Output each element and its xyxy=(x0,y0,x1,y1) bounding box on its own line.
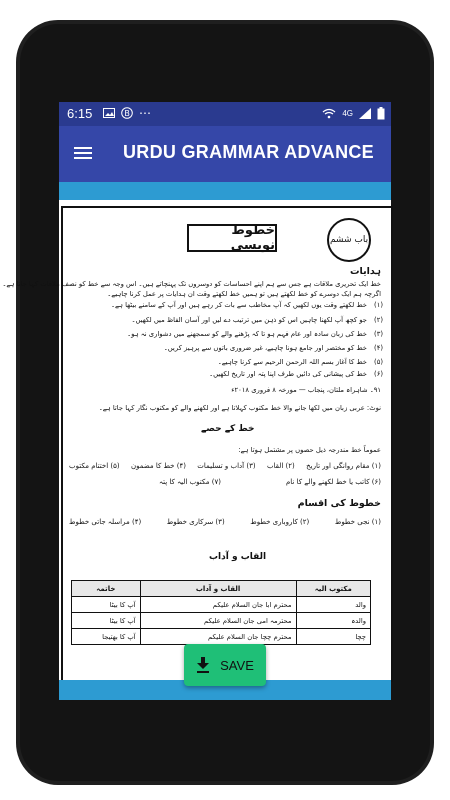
intro-line-1: خط ایک تحریری ملاقات ہے جس سے ہم اپنے احساسات کو دوسروں تک پہنچاتے ہیں۔ اس وجہ سے خط کو نصف ملاقات کہا جاتا ہے۔ xyxy=(2,280,381,288)
table-cell: چچا xyxy=(296,629,370,645)
intro-line-2: اگرچہ ہم ایک دوسرے کو خط لکھتے ہیں تو ہمیں خط لکھتے وقت ان ہدایات پر عمل کرنا چاہیے۔ xyxy=(107,290,381,298)
hamburger-icon[interactable] xyxy=(73,144,95,162)
part-item: (۳) آداب و تسلیمات xyxy=(197,462,256,470)
part-item: (۶) کاتب یا خط لکھنے والے کا نام xyxy=(285,478,381,486)
svg-text:B: B xyxy=(124,109,130,118)
download-icon xyxy=(196,657,210,673)
column-header: مکتوب الیہ xyxy=(296,581,370,597)
screen xyxy=(2,102,391,700)
table-cell: والدہ xyxy=(296,613,370,629)
point-1-number: (۱) xyxy=(374,301,383,309)
type-item: (۳) سرکاری خطوط xyxy=(166,518,225,526)
point-2-text: جو کچھ آپ لکھنا چاہیں اس کو ذہن میں ترتیب دے لیں اور آسان الفاظ میں لکھیں۔ xyxy=(131,316,367,324)
b-circle-icon xyxy=(121,107,133,119)
table-row xyxy=(72,613,371,629)
type-item: (۱) نجی خطوط xyxy=(334,518,381,526)
type-item: (۲) کاروباری خطوط xyxy=(250,518,310,526)
image-icon xyxy=(103,108,115,118)
part-item: (۷) مکتوب الیہ کا پتہ xyxy=(159,478,221,486)
network-type: 4G xyxy=(342,109,353,118)
guidelines-heading: ہدایات xyxy=(350,266,381,277)
seal-text: باب ششم xyxy=(329,235,369,245)
part-item: (۴) خط کا مضمون xyxy=(130,462,186,470)
part-item: (۱) مقام روانگی اور تاریخ xyxy=(306,462,381,470)
save-button-label: SAVE xyxy=(220,657,254,673)
chapter-seal xyxy=(327,218,371,262)
point-3-text: خط کی زبان سادہ اور عام فہم ہو تا کہ پڑھنے والے کو سمجھنے میں دشواری نہ ہو۔ xyxy=(127,330,367,338)
table-cell: آپ کا بھتیجا xyxy=(72,629,141,645)
accent-band-top xyxy=(59,182,391,200)
point-2-number: (۲) xyxy=(374,316,383,324)
type-item: (۴) مراسلہ جاتی خطوط xyxy=(69,518,142,526)
part-item: (۲) القاب xyxy=(266,462,295,470)
point-6-text: خط کی پیشانی کی دائیں طرف اپنا پتہ اور تاریخ لکھیں۔ xyxy=(209,370,367,378)
types-row xyxy=(69,518,381,526)
table-cell: والد xyxy=(296,597,370,613)
wifi-icon xyxy=(322,108,336,119)
point-4-text: خط کو مختصر اور جامع ہونا چاہیے، غیر ضروری باتوں سے پرہیز کریں۔ xyxy=(163,344,367,352)
point-6-number: (۶) xyxy=(374,370,383,378)
point-5-number: (۵) xyxy=(374,358,383,366)
etiquette-table xyxy=(71,580,371,645)
point-1-text: خط لکھتے وقت یوں لکھیں کہ آپ مخاطب سے بات کر رہے ہیں اور آپ کے سامنے بیٹھا ہے۔ xyxy=(110,301,367,309)
point-5-text: خط کا آغاز بسم اللہ الرحمن الرحیم سے کرنا چاہیے۔ xyxy=(217,358,367,366)
battery-icon xyxy=(377,107,385,120)
table-cell: محترم ابا جان السلام علیکم xyxy=(140,597,296,613)
more-dots-icon: ⋯ xyxy=(139,106,151,120)
table-header-row xyxy=(72,581,371,597)
parts-row-1 xyxy=(69,462,381,470)
parts-heading: خط کے حصے xyxy=(201,424,255,434)
parts-intro: عموماً خط مندرجہ ذیل حصوں پر مشتمل ہوتا ہے: xyxy=(238,446,381,454)
page-title xyxy=(187,224,277,252)
table-cell: آپ کا بیٹا xyxy=(72,613,141,629)
date-line: ۹۱۔ شاہراہ ملتان، پنجاب — مورخہ ۸ فروری ۲۰۱۸ء xyxy=(231,386,381,394)
table-cell: آپ کا بیٹا xyxy=(72,597,141,613)
types-heading: خطوط کی اقسام xyxy=(297,498,381,509)
save-button[interactable] xyxy=(184,644,266,686)
table-cell: محترم چچا جان السلام علیکم xyxy=(140,629,296,645)
status-time: 6:15 xyxy=(67,106,93,121)
table-cell: محترمہ امی جان السلام علیکم xyxy=(140,613,296,629)
point-3-number: (۳) xyxy=(374,330,383,338)
column-header: خاتمہ xyxy=(72,581,141,597)
note-line: نوٹ: عربی زبان میں لکھا جانے والا خط مکتوب کہلاتا ہے اور لکھنے والے کو مکتوب نگار کہا جاتا ہے۔ xyxy=(98,404,381,412)
table-heading: القاب و آداب xyxy=(209,552,267,562)
app-title: URDU GRAMMAR ADVANCE xyxy=(123,142,374,162)
part-item: (۵) اختتام مکتوب xyxy=(69,462,120,470)
table-row xyxy=(72,597,371,613)
point-4-number: (۴) xyxy=(374,344,383,352)
page-title-text: خطوط نویسی xyxy=(230,223,275,253)
status-bar xyxy=(59,102,391,126)
column-header: القاب و آداب xyxy=(140,581,296,597)
table-row xyxy=(72,629,371,645)
app-bar xyxy=(59,126,391,182)
document-page xyxy=(2,200,391,680)
parts-row-2 xyxy=(159,478,381,486)
signal-icon xyxy=(359,108,371,119)
